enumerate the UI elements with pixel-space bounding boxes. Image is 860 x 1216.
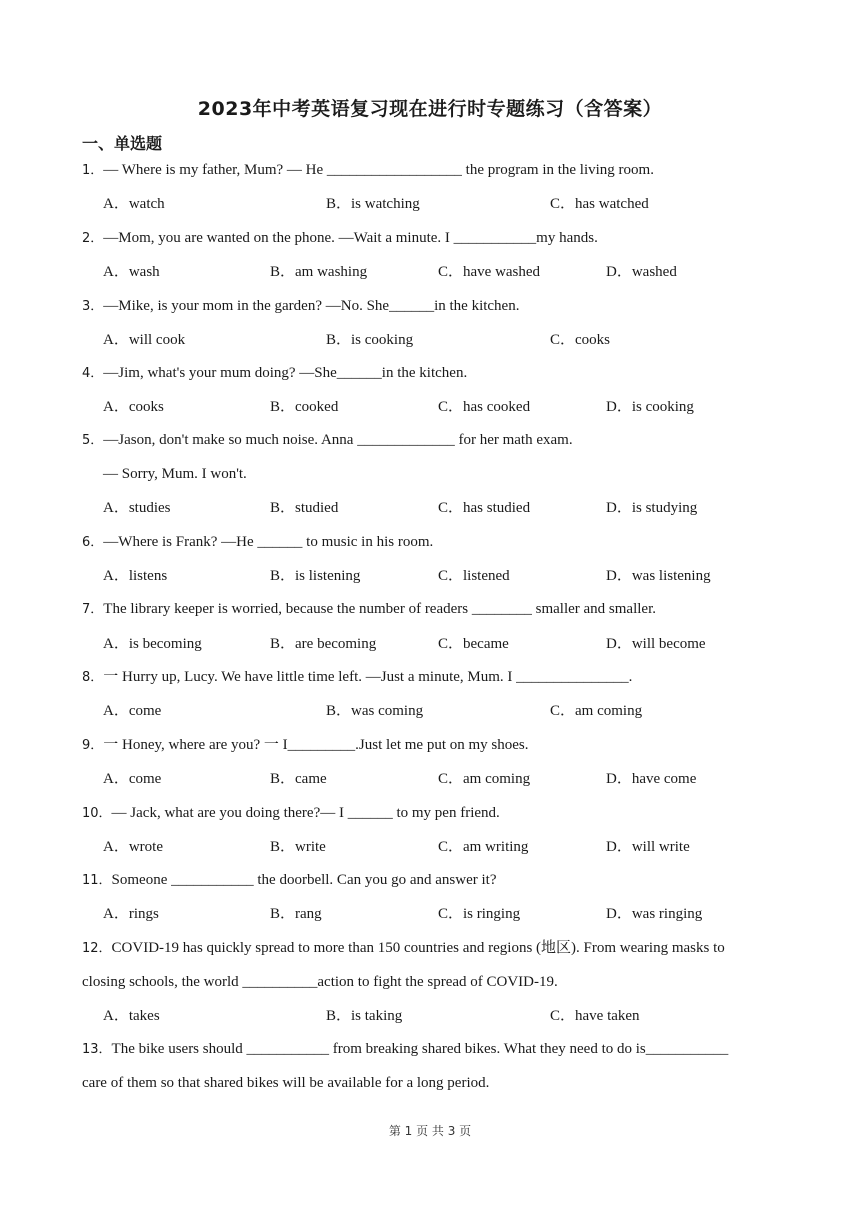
question-4 xyxy=(82,363,467,384)
section-heading: 一、单选题 xyxy=(82,134,163,153)
option-a[interactable]: A．rings xyxy=(103,906,159,922)
question-text: 一 Hurry up, Lucy. We have little time left. —Just a minute, Mum. I _______________. xyxy=(103,669,633,685)
question-13 xyxy=(82,1039,728,1060)
option-b[interactable]: B．is taking xyxy=(326,1008,403,1024)
question-number: 8． xyxy=(82,670,104,685)
option-c[interactable]: C．have washed xyxy=(438,264,541,280)
option-b[interactable]: B．is watching xyxy=(326,196,420,212)
question-number: 9． xyxy=(82,738,104,753)
question-8 xyxy=(82,667,632,688)
question-11 xyxy=(82,870,496,891)
option-c[interactable]: C．am coming xyxy=(550,703,643,719)
option-b[interactable]: B．are becoming xyxy=(270,636,377,652)
option-c[interactable]: C．has watched xyxy=(550,196,649,212)
question-text: The library keeper is worried, because the number of readers ________ smaller and smaller. xyxy=(103,601,656,617)
option-c[interactable]: C．am coming xyxy=(438,771,531,787)
option-a[interactable]: A．wash xyxy=(103,264,160,280)
question-number: 2． xyxy=(82,231,104,246)
option-c[interactable]: C．am writing xyxy=(438,839,529,855)
question-text: Someone ___________ the doorbell. Can you go and answer it? xyxy=(111,872,497,888)
question-text: —Jim, what's your mum doing? —She______in the kitchen. xyxy=(103,365,468,381)
option-a[interactable]: A．wrote xyxy=(103,839,163,855)
question-number: 1． xyxy=(82,163,104,178)
option-d[interactable]: D．will write xyxy=(606,839,690,855)
question-text-continued: closing schools, the world __________action to fight the spread of COVID-19. xyxy=(82,974,558,990)
question-text: — Where is my father, Mum? — He __________________ the program in the living room. xyxy=(103,162,654,178)
option-c[interactable]: C．cooks xyxy=(550,332,611,348)
option-d[interactable]: D．is studying xyxy=(606,500,698,516)
question-text: COVID-19 has quickly spread to more than 150 countries and regions (地区). From wearing masks to xyxy=(111,940,725,956)
question-text: The bike users should ___________ from breaking shared bikes. What they need to do is___________ xyxy=(111,1041,729,1057)
option-a[interactable]: A．come xyxy=(103,703,162,719)
question-number: 13． xyxy=(82,1042,112,1057)
option-d[interactable]: D．was listening xyxy=(606,568,711,584)
question-text-continued: care of them so that shared bikes will be available for a long period. xyxy=(82,1075,490,1091)
question-number: 11． xyxy=(82,873,112,888)
question-6 xyxy=(82,532,433,553)
option-a[interactable]: A．watch xyxy=(103,196,165,212)
question-3 xyxy=(82,296,519,317)
option-b[interactable]: B．rang xyxy=(270,906,322,922)
option-a[interactable]: A．come xyxy=(103,771,162,787)
option-c[interactable]: C．has studied xyxy=(438,500,531,516)
question-number: 10． xyxy=(82,806,112,821)
option-a[interactable]: A．cooks xyxy=(103,399,164,415)
option-a[interactable]: A．will cook xyxy=(103,332,186,348)
option-c[interactable]: C．has cooked xyxy=(438,399,531,415)
question-text: —Where is Frank? —He ______ to music in his room. xyxy=(103,534,434,550)
option-b[interactable]: B．am washing xyxy=(270,264,368,280)
option-c[interactable]: C．is ringing xyxy=(438,906,521,922)
option-a[interactable]: A．takes xyxy=(103,1008,160,1024)
option-d[interactable]: D．is cooking xyxy=(606,399,694,415)
question-12 xyxy=(82,938,725,959)
option-b[interactable]: B．studied xyxy=(270,500,339,516)
option-b[interactable]: B．came xyxy=(270,771,327,787)
option-b[interactable]: B．is listening xyxy=(270,568,361,584)
question-number: 7． xyxy=(82,602,104,617)
option-b[interactable]: B．was coming xyxy=(326,703,424,719)
question-number: 3． xyxy=(82,299,104,314)
question-5 xyxy=(82,430,573,451)
question-number: 4． xyxy=(82,366,104,381)
page-footer: 第 1 页 共 3 页 xyxy=(388,1124,472,1138)
option-d[interactable]: D．will become xyxy=(606,636,706,652)
page-title: 2023年中考英语复习现在进行时专题练习（含答案） xyxy=(197,98,663,120)
question-1 xyxy=(82,160,654,181)
option-a[interactable]: A．listens xyxy=(103,568,168,584)
option-c[interactable]: C．have taken xyxy=(550,1008,640,1024)
question-number: 5． xyxy=(82,433,104,448)
question-text: —Mike, is your mom in the garden? —No. She______in the kitchen. xyxy=(103,298,520,314)
question-number: 6． xyxy=(82,535,104,550)
option-a[interactable]: A．studies xyxy=(103,500,171,516)
question-number: 12． xyxy=(82,941,112,956)
option-d[interactable]: D．have come xyxy=(606,771,697,787)
option-b[interactable]: B．cooked xyxy=(270,399,339,415)
question-text: —Mom, you are wanted on the phone. —Wait a minute. I ___________my hands. xyxy=(103,230,598,246)
question-text: 一 Honey, where are you? 一 I_________.Just let me put on my shoes. xyxy=(103,737,529,753)
option-d[interactable]: D．was ringing xyxy=(606,906,703,922)
question-text: — Jack, what are you doing there?— I ______ to my pen friend. xyxy=(111,805,500,821)
question-text-continued: — Sorry, Mum. I won't. xyxy=(103,466,247,482)
question-10 xyxy=(82,803,500,824)
question-2 xyxy=(82,228,598,249)
option-b[interactable]: B．is cooking xyxy=(326,332,414,348)
question-7 xyxy=(82,599,656,620)
option-a[interactable]: A．is becoming xyxy=(103,636,202,652)
option-c[interactable]: C．listened xyxy=(438,568,510,584)
option-b[interactable]: B．write xyxy=(270,839,326,855)
question-9 xyxy=(82,735,528,756)
option-c[interactable]: C．became xyxy=(438,636,509,652)
question-text: —Jason, don't make so much noise. Anna _____________ for her math exam. xyxy=(103,432,573,448)
option-d[interactable]: D．washed xyxy=(606,264,677,280)
